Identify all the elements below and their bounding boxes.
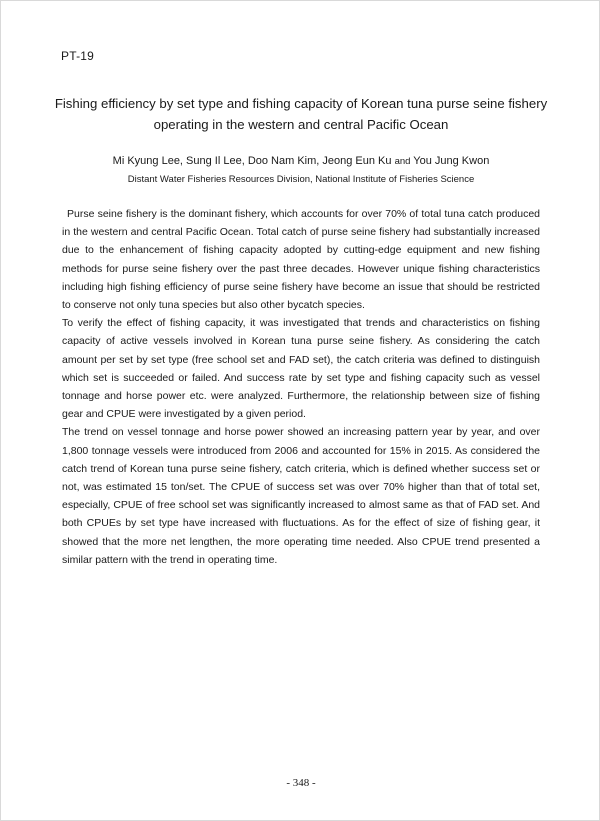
author-conjunction: and: [394, 156, 411, 167]
abstract-paragraph-1: Purse seine fishery is the dominant fishery, which accounts for over 70% of total tuna catch produced in the western and central Pacific Ocean. Total catch of purse seine fishery had substantially increased due to the enhancement of fishing capacity adopted by cutting-edge equipment and new fishing methods for purse seine fishery over the past three decades. However unique fishing characteristics including high fishing efficiency of purse seine fishery have become an issue that should be restricted to conserve not only tuna species but also other bycatch species.: [62, 208, 540, 312]
author-list: [41, 153, 561, 170]
abstract-paragraph-3: The trend on vessel tonnage and horse power showed an increasing pattern year by year, and over 1,800 tonnage vessels were introduced from 2006 and accounted for 15% in 2015. As considered the catch trend of Korean tuna purse seine fishery, catch criteria, which is defined whether success set or not, was estimated 15 ton/set. The CPUE of success set was over 70% higher than that of total set, especially, CPUE of free school set was significantly increased to almost same as that of FAD set. And both CPUEs by set type have increased with fluctuations. As for the effect of size of fishing gear, it showed that the more net lengthen, the more operating time needed. Also CPUE trend presented a similar pattern with the trend in operating time.: [62, 426, 540, 566]
poster-code: PT-19: [61, 49, 95, 63]
page-number: - 348 -: [286, 777, 316, 789]
paper-title-line-2: operating in the western and central Pacific Ocean: [153, 117, 449, 132]
author-last: You Jung Kwon: [413, 155, 490, 167]
paper-title-line-1: Fishing efficiency by set type and fishing capacity of Korean tuna purse seine fishery: [54, 96, 548, 111]
affiliation: Distant Water Fisheries Resources Division, National Institute of Fisheries Science: [127, 174, 475, 185]
author-names: Mi Kyung Lee, Sung Il Lee, Doo Nam Kim, Jeong Eun Ku: [112, 155, 392, 167]
abstract-body: [62, 205, 540, 569]
paper-title: [41, 93, 561, 135]
abstract-paragraph-2: To verify the effect of fishing capacity, it was investigated that trends and characteristics on fishing capacity of active vessels involved in Korean tuna purse seine fishery. As considering the catch amount per set by set type (free school set and FAD set), the catch criteria was defined to distinguish which set is succeeded or failed. And success rate by set type and fishing capacity such as vessel tonnage and horse power etc. were analyzed. Furthermore, the relationship between size of fishing gear and CPUE were investigated by a given period.: [62, 317, 540, 421]
